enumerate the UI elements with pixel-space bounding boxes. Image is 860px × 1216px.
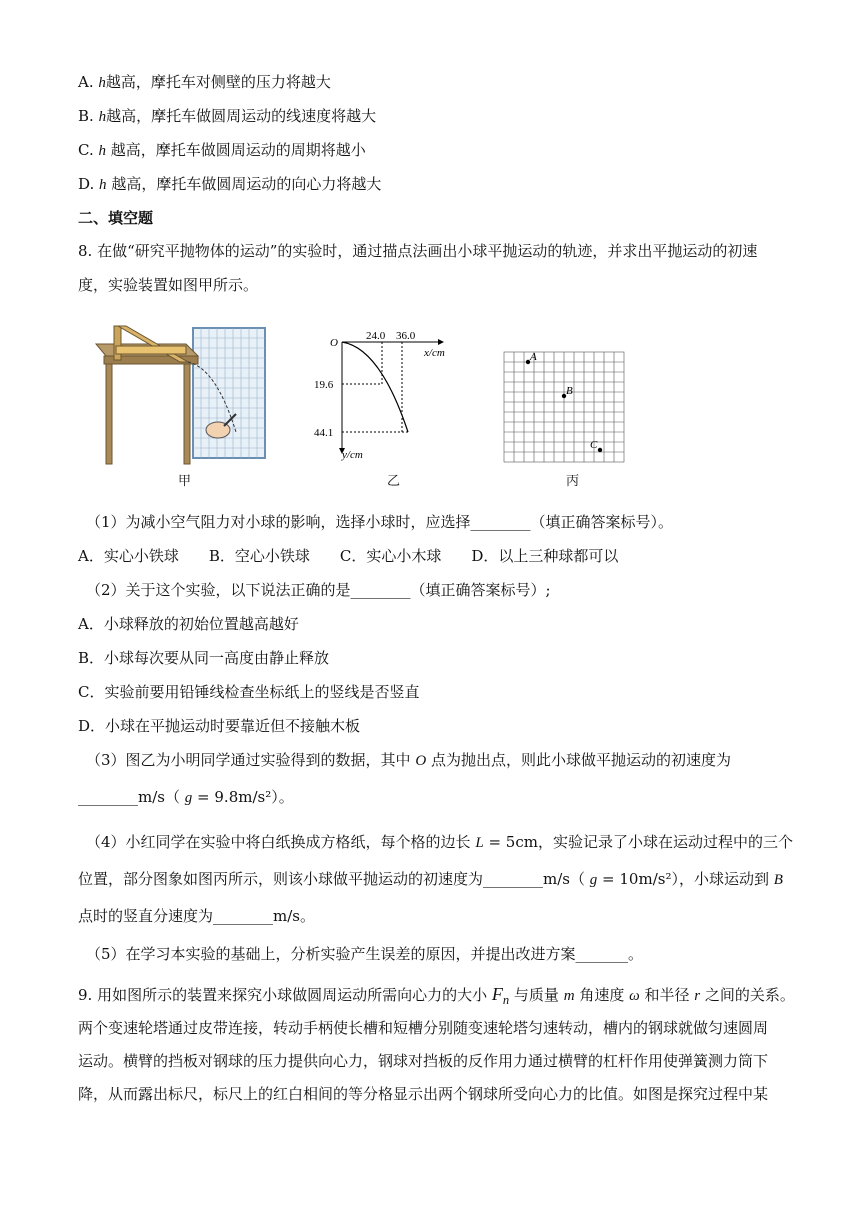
- q8-part2-c: C．实验前要用铅锤线检查坐标纸上的竖线是否竖直: [78, 683, 420, 701]
- yi-y1: 19.6: [314, 379, 334, 391]
- option-d: D. h 越高，摩托车做圆周运动的向心力将越大: [78, 175, 382, 193]
- caption-bing: 丙: [566, 474, 580, 489]
- section-title: 二、填空题: [78, 209, 154, 227]
- yi-y2: 44.1: [314, 427, 334, 439]
- q9-line1: 9. 用如图所示的装置来探究小球做圆周运动所需向心力的大小 $F_n$ 与质量 m 角速度 ω 和半径 r 之间的关系。: [78, 984, 795, 1007]
- q9-body: 两个变速轮塔通过皮带连接，转动手柄使长槽和短槽分别随变速轮塔匀速转动，槽内的钢球就做匀速圆周运动。横臂的挡板对钢球的压力提供向心力，钢球对挡板的反作用力通过横臂的杠杆作用使弹簧测力筒下降，从而露出标尺，标尺上的红白相间的等分格显示出两个钢球所受向心力的比值。如图是探究过程中某: [78, 1019, 769, 1103]
- q8-part4-line1: （4）小红同学在实验中将白纸换成方格纸，每个格的边长 L = 5cm，实验记录了小球在运动过程中的三个: [86, 833, 793, 851]
- q8-part1-options: A．实心小铁球 B．空心小铁球 C．实心小木球 D．以上三种球都可以: [78, 547, 619, 565]
- option-a: A. h越高，摩托车对侧壁的压力将越大: [78, 73, 331, 91]
- label-c: C: [590, 439, 598, 451]
- q8-part2-a: A．小球释放的初始位置越高越好: [78, 615, 299, 633]
- q8-stem-line2: 度，实验装置如图甲所示。: [78, 276, 259, 294]
- figure-jia-apparatus: [96, 322, 276, 467]
- option-b: B. h越高，摩托车做圆周运动的线速度将越大: [78, 107, 377, 125]
- q8-part4-line3: 点时的竖直分速度为________m/s。: [78, 907, 315, 925]
- q8-part3-line2: ________m/s（ g = 9.8m/s²）。: [78, 788, 294, 806]
- label-b: B: [566, 385, 573, 397]
- point-c: [598, 448, 602, 452]
- figure-yi-graph: [314, 328, 460, 466]
- yi-x2: 36.0: [396, 330, 416, 342]
- q8-stem-line1: 8. 在做“研究平抛物体的运动”的实验时，通过描点法画出小球平抛运动的轨迹，并求出平抛运动的初速: [78, 242, 758, 260]
- figure-bing-grid: [502, 350, 632, 466]
- caption-jia: 甲: [178, 474, 192, 489]
- q8-part2: （2）关于这个实验，以下说法正确的是________（填正确答案标号）;: [86, 581, 551, 599]
- q8-part1: （1）为减小空气阻力对小球的影响，选择小球时，应选择________（填正确答案标号）。: [86, 513, 674, 531]
- yi-x1: 24.0: [366, 330, 386, 342]
- label-a: A: [530, 351, 537, 363]
- q8-part5: （5）在学习本实验的基础上，分析实验产生误差的原因，并提出改进方案_______。: [86, 945, 644, 963]
- q8-part3-line1: （3）图乙为小明同学通过实验得到的数据，其中 O 点为抛出点，则此小球做平抛运动的初速度为: [86, 751, 731, 769]
- yi-origin: O: [330, 337, 338, 349]
- caption-yi: 乙: [387, 474, 401, 489]
- yi-yaxis: y/cm: [342, 449, 363, 461]
- yi-xaxis: x/cm: [424, 347, 445, 359]
- q8-part2-b: B．小球每次要从同一高度由静止释放: [78, 649, 330, 667]
- q8-part4-line2: 位置，部分图象如图丙所示，则该小球做平抛运动的初速度为________m/s（ g = 10m/s²），小球运动到 B: [78, 870, 783, 888]
- q8-part2-d: D．小球在平抛运动时要靠近但不接触木板: [78, 717, 361, 735]
- option-c: C. h 越高，摩托车做圆周运动的周期将越小: [78, 141, 366, 159]
